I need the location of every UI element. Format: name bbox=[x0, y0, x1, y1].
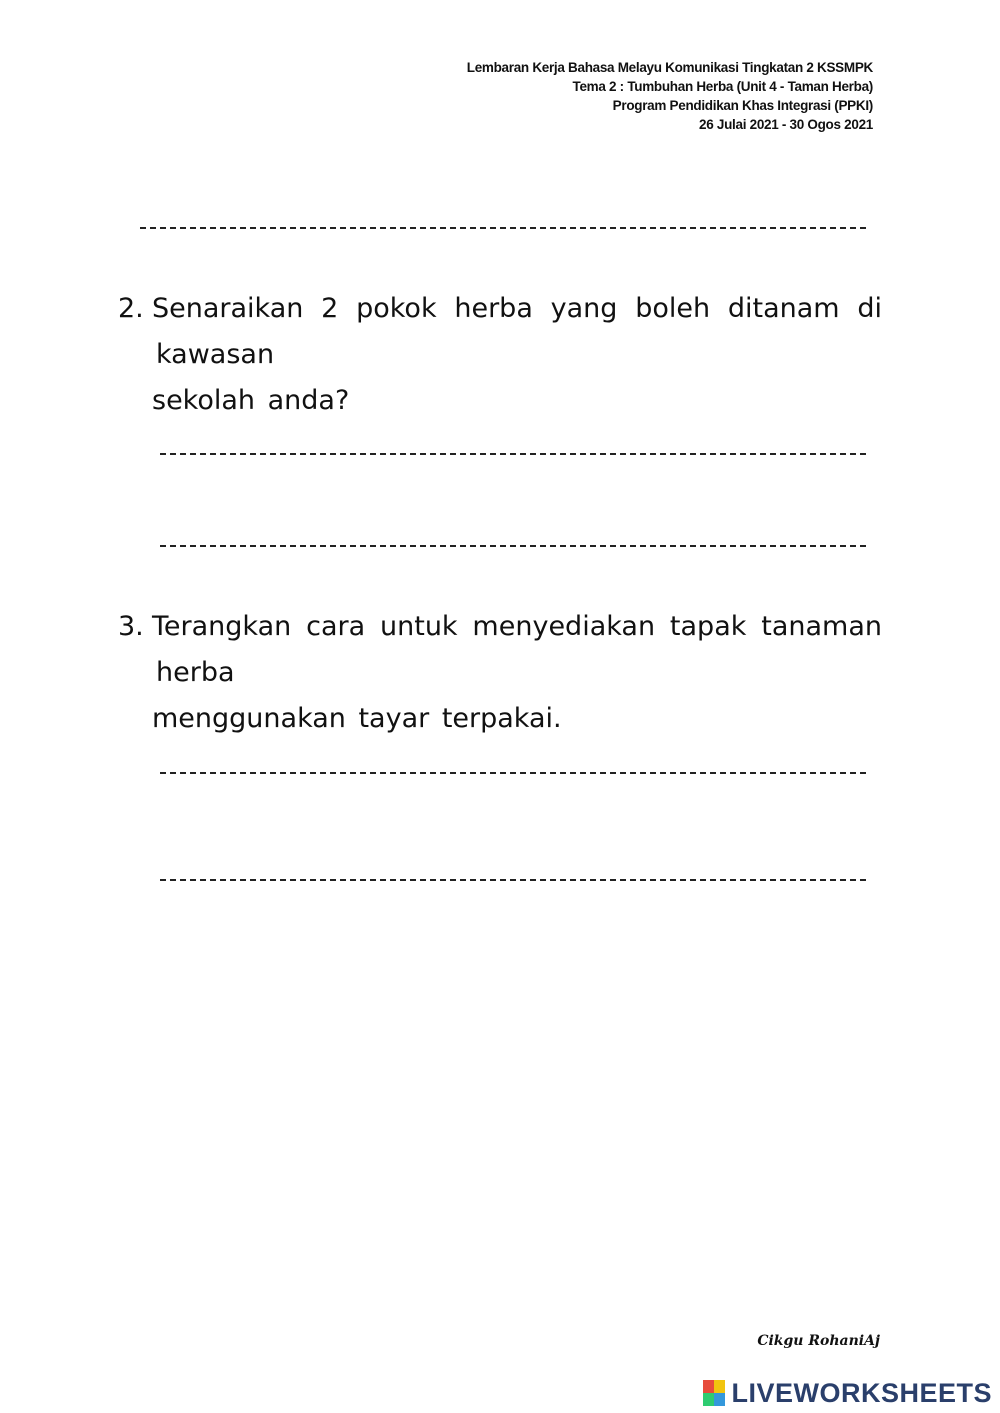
header-program: Program Pendidikan Khas Integrasi (PPKI) bbox=[612, 98, 873, 113]
question-2 bbox=[118, 286, 882, 424]
header-theme: Tema 2 : Tumbuhan Herba (Unit 4 - Taman Herba) bbox=[572, 79, 873, 94]
question-text-line: menggunakan tayar terpakai. bbox=[152, 703, 562, 734]
question-number: 3. bbox=[118, 611, 144, 642]
liveworksheets-logo-icon bbox=[703, 1380, 725, 1406]
header-subject: Lembaran Kerja Bahasa Melayu Komunikasi Tingkatan 2 KSSMPK bbox=[466, 60, 873, 75]
logo-square bbox=[703, 1380, 714, 1393]
question-3 bbox=[118, 604, 882, 742]
answer-line-q3-b[interactable] bbox=[160, 879, 866, 881]
logo-square bbox=[703, 1393, 714, 1406]
question-text-line: Senaraikan 2 pokok herba yang boleh ditanam di kawasan bbox=[152, 293, 882, 370]
teacher-signature: Cikgu RohaniAj bbox=[757, 1333, 880, 1349]
worksheet-header bbox=[273, 58, 873, 134]
question-text bbox=[118, 604, 882, 742]
question-text-line: Terangkan cara untuk menyediakan tapak tanaman herba bbox=[152, 611, 882, 688]
liveworksheets-brand: LIVEWORKSHEETS bbox=[731, 1377, 992, 1408]
answer-line-q2-b[interactable] bbox=[160, 545, 866, 547]
question-number: 2. bbox=[118, 293, 144, 324]
question-text bbox=[118, 286, 882, 424]
answer-line-q3-a[interactable] bbox=[160, 772, 866, 774]
logo-square bbox=[714, 1380, 725, 1393]
answer-line-q1[interactable] bbox=[140, 227, 866, 229]
liveworksheets-footer[interactable] bbox=[703, 1376, 992, 1410]
question-text-line: sekolah anda? bbox=[152, 385, 350, 416]
logo-square bbox=[714, 1393, 725, 1406]
header-date: 26 Julai 2021 - 30 Ogos 2021 bbox=[699, 117, 873, 132]
answer-line-q2-a[interactable] bbox=[160, 453, 866, 455]
